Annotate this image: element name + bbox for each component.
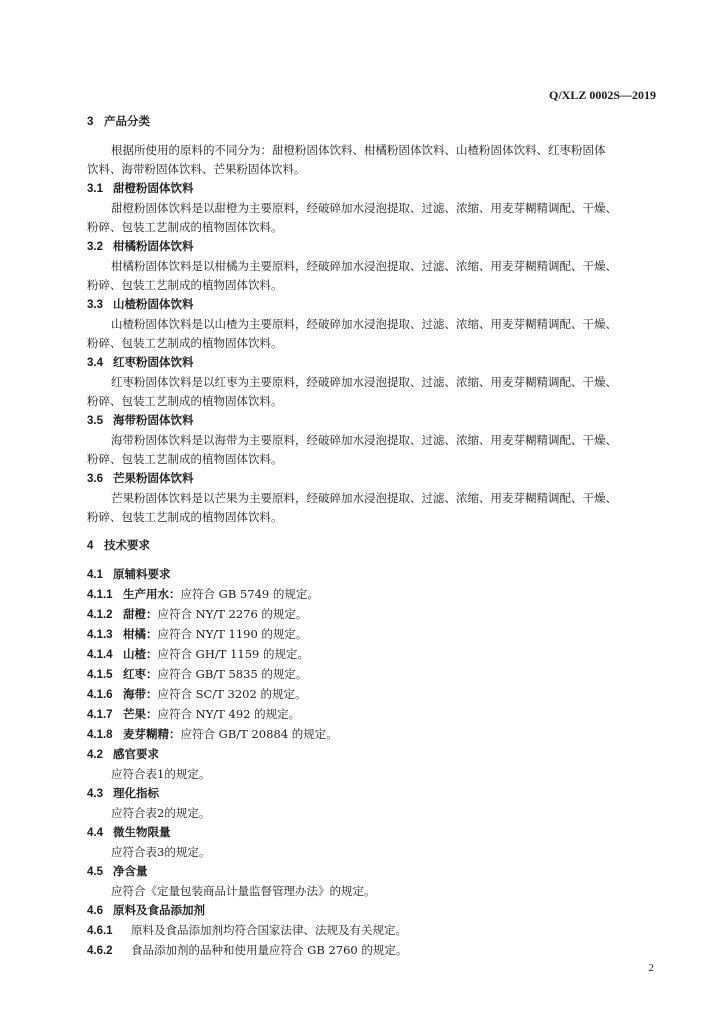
subsection-title: 净含量 bbox=[113, 864, 148, 878]
clause-text: 原料及食品添加剂均符合国家法律、法规及有关规定。 bbox=[131, 923, 407, 937]
material-name: 芒果： bbox=[123, 707, 158, 721]
paragraph-line: 粉碎、包装工艺制成的植物固体饮料。 bbox=[87, 220, 283, 234]
clause-number: 4.1.8 bbox=[87, 729, 113, 741]
material-name: 山楂： bbox=[123, 647, 158, 661]
material-name: 生产用水： bbox=[123, 587, 181, 601]
subsection-4-5 bbox=[87, 862, 659, 882]
material-4-1-2 bbox=[87, 605, 659, 625]
material-text: 应符合 GB 5749 的规定。 bbox=[180, 587, 319, 601]
clause-number: 4.1.2 bbox=[87, 609, 113, 621]
subsection-3-4 bbox=[87, 353, 659, 411]
page-content bbox=[87, 112, 659, 961]
paragraph-line: 应符合表1的规定。 bbox=[111, 767, 211, 781]
subsection-title: 柑橘粉固体饮料 bbox=[113, 239, 194, 253]
subsection-number: 4.5 bbox=[87, 866, 103, 878]
subsection-4-3 bbox=[87, 784, 659, 804]
material-text: 应符合 GB/T 5835 的规定。 bbox=[157, 667, 308, 681]
section-number: 3 bbox=[87, 116, 94, 128]
section-title: 技术要求 bbox=[104, 538, 150, 552]
subsection-3-6 bbox=[87, 469, 659, 527]
subsection-3-5 bbox=[87, 411, 659, 469]
material-name: 红枣： bbox=[123, 667, 158, 681]
material-text: 应符合 GH/T 1159 的规定。 bbox=[157, 647, 309, 661]
subsection-title: 微生物限量 bbox=[113, 825, 171, 839]
subsection-number: 3.2 bbox=[87, 241, 103, 253]
subsection-number: 4.2 bbox=[87, 749, 103, 761]
clause-number: 4.1.1 bbox=[87, 589, 113, 601]
paragraph-line: 粉碎、包装工艺制成的植物固体饮料。 bbox=[87, 278, 283, 292]
page-number: 2 bbox=[648, 962, 654, 974]
clause-4-6-1 bbox=[87, 921, 659, 941]
material-name: 甜橙： bbox=[123, 607, 158, 621]
paragraph-line: 海带粉固体饮料是以海带为主要原料，经破碎加水浸泡提取、过滤、浓缩、用麦芽糊精调配、干燥、 bbox=[111, 433, 617, 447]
subsection-title: 原辅料要求 bbox=[113, 567, 171, 581]
section-title: 产品分类 bbox=[104, 114, 150, 128]
material-4-1-8 bbox=[87, 725, 659, 745]
clause-number: 4.1.5 bbox=[87, 669, 113, 681]
section-3-heading bbox=[87, 112, 659, 132]
clause-number: 4.1.3 bbox=[87, 629, 113, 641]
subsection-number: 4.3 bbox=[87, 788, 103, 800]
material-4-1-3 bbox=[87, 625, 659, 645]
section-4-heading bbox=[87, 536, 659, 556]
subsection-title: 山楂粉固体饮料 bbox=[113, 297, 194, 311]
subsection-number: 4.6 bbox=[87, 905, 103, 917]
paragraph-line: 粉碎、包装工艺制成的植物固体饮料。 bbox=[87, 452, 283, 466]
subsection-number: 3.5 bbox=[87, 415, 103, 427]
material-4-1-6 bbox=[87, 685, 659, 705]
paragraph-line: 粉碎、包装工艺制成的植物固体饮料。 bbox=[87, 336, 283, 350]
material-text: 应符合 NY/T 1190 的规定。 bbox=[157, 627, 308, 641]
material-text: 应符合 NY/T 492 的规定。 bbox=[157, 707, 301, 721]
clause-number: 4.6.1 bbox=[87, 925, 113, 937]
subsection-number: 3.3 bbox=[87, 299, 103, 311]
material-4-1-4 bbox=[87, 645, 659, 665]
clause-number: 4.6.2 bbox=[87, 945, 113, 957]
subsection-3-3 bbox=[87, 295, 659, 353]
clause-number: 4.1.4 bbox=[87, 649, 113, 661]
subsection-4-6 bbox=[87, 901, 659, 921]
paragraph-line: 应符合表2的规定。 bbox=[111, 806, 211, 820]
paragraph-line: 红枣粉固体饮料是以红枣为主要原料，经破碎加水浸泡提取、过滤、浓缩、用麦芽糊精调配、干燥、 bbox=[111, 375, 617, 389]
material-4-1-5 bbox=[87, 665, 659, 685]
paragraph-line: 应符合《定量包装商品计量监督管理办法》的规定。 bbox=[111, 884, 376, 898]
clause-number: 4.1.7 bbox=[87, 709, 113, 721]
subsection-title: 海带粉固体饮料 bbox=[113, 413, 194, 427]
material-text: 应符合 SC/T 3202 的规定。 bbox=[157, 687, 307, 701]
subsection-title: 原料及食品添加剂 bbox=[113, 903, 205, 917]
subsection-number: 4.1 bbox=[87, 569, 103, 581]
section-3-intro-line2: 饮料、海带粉固体饮料、芒果粉固体饮料。 bbox=[87, 162, 306, 176]
paragraph-line: 应符合表3的规定。 bbox=[111, 845, 211, 859]
paragraph-line: 粉碎、包装工艺制成的植物固体饮料。 bbox=[87, 510, 283, 524]
subsection-4-4 bbox=[87, 823, 659, 843]
clause-text: 食品添加剂的品种和使用量应符合 GB 2760 的规定。 bbox=[131, 943, 408, 957]
subsection-number: 4.4 bbox=[87, 827, 103, 839]
subsection-4-1 bbox=[87, 565, 659, 585]
material-4-1-1 bbox=[87, 585, 659, 605]
paragraph-line: 柑橘粉固体饮料是以柑橘为主要原料，经破碎加水浸泡提取、过滤、浓缩、用麦芽糊精调配、干燥、 bbox=[111, 259, 617, 273]
section-number: 4 bbox=[87, 540, 94, 552]
section-3-intro-line1: 根据所使用的原料的不同分为：甜橙粉固体饮料、柑橘粉固体饮料、山楂粉固体饮料、红枣粉固体 bbox=[111, 143, 606, 157]
subsection-title: 甜橙粉固体饮料 bbox=[113, 181, 194, 195]
subsection-title: 感官要求 bbox=[113, 747, 159, 761]
subsection-number: 3.1 bbox=[87, 183, 103, 195]
material-text: 应符合 GB/T 20884 的规定。 bbox=[180, 727, 338, 741]
subsection-number: 3.4 bbox=[87, 357, 103, 369]
paragraph-line: 芒果粉固体饮料是以芒果为主要原料，经破碎加水浸泡提取、过滤、浓缩、用麦芽糊精调配、干燥、 bbox=[111, 491, 617, 505]
subsection-3-1 bbox=[87, 179, 659, 237]
subsection-title: 芒果粉固体饮料 bbox=[113, 471, 194, 485]
material-name: 麦芽糊精： bbox=[123, 727, 181, 741]
subsection-4-2 bbox=[87, 745, 659, 765]
material-4-1-7 bbox=[87, 705, 659, 725]
subsection-title: 理化指标 bbox=[113, 786, 159, 800]
clause-number: 4.1.6 bbox=[87, 689, 113, 701]
material-text: 应符合 NY/T 2276 的规定。 bbox=[157, 607, 308, 621]
paragraph-line: 粉碎、包装工艺制成的植物固体饮料。 bbox=[87, 394, 283, 408]
paragraph-line: 山楂粉固体饮料是以山楂为主要原料，经破碎加水浸泡提取、过滤、浓缩、用麦芽糊精调配、干燥、 bbox=[111, 317, 617, 331]
paragraph-line: 甜橙粉固体饮料是以甜橙为主要原料，经破碎加水浸泡提取、过滤、浓缩、用麦芽糊精调配、干燥、 bbox=[111, 201, 617, 215]
subsection-title: 红枣粉固体饮料 bbox=[113, 355, 194, 369]
subsection-number: 3.6 bbox=[87, 473, 103, 485]
material-name: 柑橘： bbox=[123, 627, 158, 641]
material-name: 海带： bbox=[123, 687, 158, 701]
document-code: Q/XLZ 0002S—2019 bbox=[548, 88, 656, 102]
clause-4-6-2 bbox=[87, 941, 659, 961]
subsection-3-2 bbox=[87, 237, 659, 295]
